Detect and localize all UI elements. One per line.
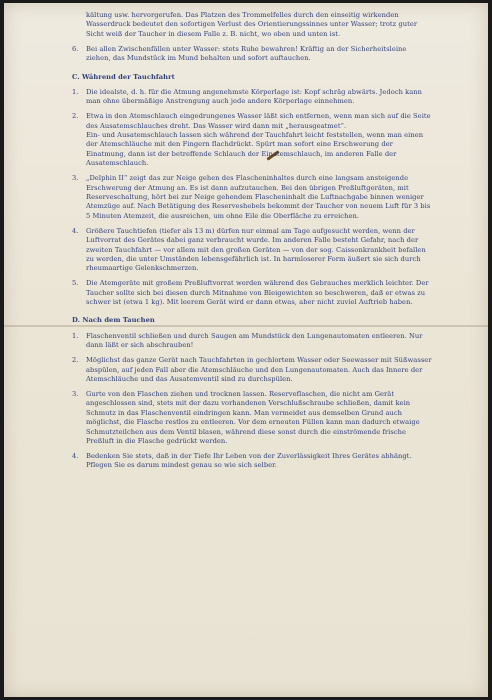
section-d-item-1	[72, 332, 432, 351]
item-number: 6.	[72, 44, 79, 53]
intro-item-6	[72, 45, 432, 64]
section-d-item-2	[72, 356, 432, 384]
item-text: Die Atemgeräte mit großem Preßluftvorrat werden während des Gebrauches merklich leichter. Der Taucher sollte sich bei diesen durch Mitnahme von Bleigewichten so beschweren, daß er etwas zu schwer ist (etwa 1 kg). Mit leerem Gerät wird er dann etwas, aber nicht zuviel Auftrieb haben.	[86, 279, 429, 307]
item-text-extra: Ein- und Ausatemschlauch lassen sich während der Tauchfahrt leicht feststellen, wenn man einen der Atemschläuche mit den Fingern flachdrückt. Spürt man sofort eine Erschwerung der Einatmung, dann ist der betreffende Schlauch der Einatemschlauch, im anderen Falle der Ausatemschlauch.	[86, 131, 424, 168]
item-number: 5.	[72, 279, 79, 288]
item-number: 3.	[72, 389, 79, 398]
item-text: Größere Tauchtiefen (tiefer als 13 m) dürfen nur einmal am Tage aufgesucht werden, wenn der Luftvorrat des Gerätes dabei ganz verbraucht wurde. Im anderen Falle besteht Gefahr, nach der zweiten Tauchfahrt — vor allem mit den großen Geräten — von der sog. Caissonkrankheit befallen zu werden, die unter Umständen lebensgefährlich ist. In harmloserer Form äußert sie sich durch rheumaartige Gelenkschmerzen.	[86, 226, 426, 273]
item-text: Die idealste, d. h. für die Atmung angenehmste Körperlage ist: Kopf schräg abwärts. Jedoch kann man ohne übermäßige Anstrengung auch jede andere Körperlage einnehmen.	[86, 87, 422, 106]
item-number: 2.	[72, 112, 79, 121]
item-text: Möglichst das ganze Gerät nach Tauchfahrten in gechlortem Wasser oder Seewasser mit Süßwasser abspülen, auf jeden Fall aber die Atemschläuche und den Lungenautomaten. Auch das Innere der Atemschläuche und das Ausatemventil sind zu durchspülen.	[86, 356, 432, 383]
section-d-item-3	[72, 390, 432, 446]
item-number: 1.	[72, 331, 79, 340]
item-number: 3.	[72, 174, 79, 183]
item-number: 4.	[72, 451, 79, 460]
section-c-item-5	[72, 279, 432, 307]
item-number: 1.	[72, 87, 79, 96]
document-body	[72, 11, 432, 476]
item-text: Etwa in den Atemschlauch eingedrungenes Wasser läßt sich entfernen, wenn man sich auf die Seite des Ausatemschlauches dreht. Das Wasser wird dann mit „herausgeatmet“.	[86, 112, 431, 130]
item-number: 4.	[72, 226, 79, 235]
document-page	[4, 3, 488, 697]
item-text: Bedenken Sie stets, daß in der Tiefe Ihr Leben von der Zuverlässigkeit Ihres Gerätes abhängt. Pflegen Sie es darum mindest genau so wie sich selber.	[86, 451, 412, 470]
intro-continuation: kältung usw. hervorgerufen. Das Platzen des Trommelfelles durch den einseitig wirkenden Wasserdruck bedeutet den sofortigen Verlust des Orientierungssinnes unter Wasser; trotz guter Sicht weiß der Taucher in diesem Falle z. B. nicht, wo oben und unten ist.	[86, 11, 418, 38]
section-c-item-3	[72, 174, 432, 221]
section-c-item-2	[72, 112, 432, 168]
section-d-title: D. Nach dem Tauchen	[72, 316, 155, 325]
item-text: Bei allen Zwischenfällen unter Wasser: stets Ruhe bewahren! Kräftig an der Sicherheitsleine ziehen, das Mundstück im Mund behalten und sofort auftauchen.	[86, 44, 407, 63]
item-text: Gurte von den Flaschen ziehen und trocknen lassen. Reserveflaschen, die nicht am Gerät angeschlossen sind, stets mit der dazu vorhandenen Verschlußschraube schließen, damit kein Schmutz in das Flaschenventil eindringen kann. Man vermeidet aus demselben Grund auch möglichst, die Flasche restlos zu entleeren. Vor dem erneuten Füllen kann man dadurch etwaige Schmutzteilchen aus dem Ventil blasen, während diese sonst durch die einströmende frische Preßluft in die Flasche gedrückt werden.	[86, 389, 420, 445]
section-c-item-1	[72, 88, 432, 107]
item-text: „Delphin II“ zeigt das zur Neige gehen des Flascheninhaltes durch eine langsam ansteigende Erschwerung der Atmung an. Es ist dann aufzutauchen. Bei den übrigen Preßluftgeräten, mit Reserveschaltung, hört bei zur Neige gehendem Flascheninhalt die Luftnachgabe binnen weniger Atemzüge auf. Nach Betätigung des Reserveshebels bekommt der Taucher von neuem Luft für 3 bis 5 Minuten Atemzeit, die ausreichen, um ohne Eile die Oberfläche zu erreichen.	[86, 174, 431, 220]
item-text: Flaschenventil schließen und durch Saugen am Mundstück den Lungenautomaten entleeren. Nur dann läßt er sich abschrauben!	[86, 331, 423, 350]
section-c-item-4	[72, 227, 432, 274]
item-number: 2.	[72, 356, 79, 365]
section-c-title: C. Während der Tauchfahrt	[72, 72, 175, 81]
section-d-item-4	[72, 452, 432, 471]
